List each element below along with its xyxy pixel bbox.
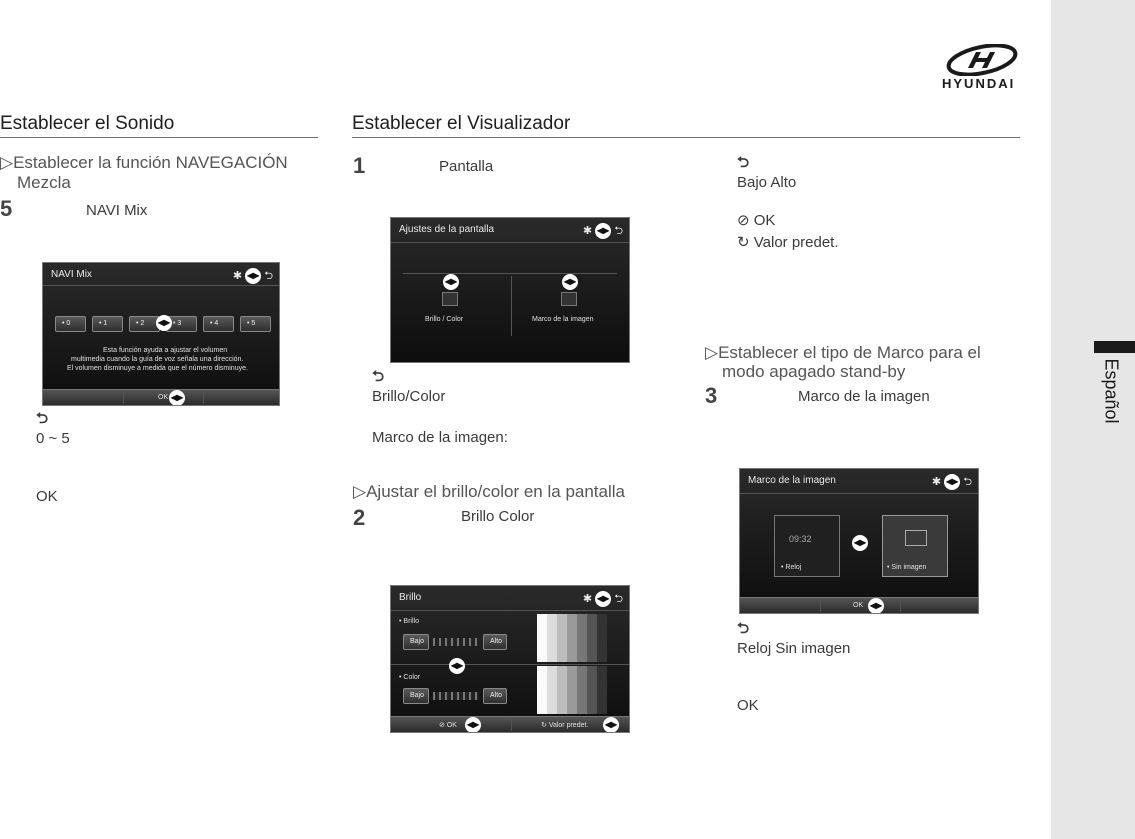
display-step2-label: Brillo Color (461, 508, 535, 525)
status-icons (932, 473, 972, 492)
gray-swatch (587, 666, 597, 714)
tab-marker (1094, 341, 1135, 353)
display-settings-title: Ajustes de la pantalla (399, 224, 495, 235)
back-icon: ⮌ (963, 476, 972, 488)
frame-ok-label: OK (737, 697, 759, 714)
ok-button[interactable]: OK (853, 602, 864, 609)
display-step3-label: Marco de la imagen (798, 388, 930, 405)
screen-divider (43, 285, 279, 286)
gray-swatch (557, 666, 567, 714)
bluetooth-icon: ✱ (931, 476, 942, 488)
back-icon: ⮌ (372, 368, 385, 385)
marco-label: Marco de la imagen: (372, 429, 508, 446)
display-step1-number: 1 (353, 153, 366, 178)
gray-swatch (547, 614, 557, 662)
status-icons (583, 222, 623, 241)
brand-wordmark: HYUNDAI (942, 76, 1016, 91)
knob-icon: ◀▶ (852, 535, 868, 551)
bluetooth-icon: ✱ (582, 225, 593, 237)
back-icon: ⮌ (737, 620, 750, 637)
back-icon: ⮌ (264, 270, 273, 282)
screen-message-2: multimedia cuando la guía de voz señala una dirección. (71, 356, 244, 363)
back-icon: ⮌ (36, 410, 49, 427)
bar-divider (511, 719, 512, 731)
gray-swatch (597, 614, 607, 662)
color-row-label: • Color (399, 674, 421, 681)
display-step1-label: Pantalla (439, 158, 494, 175)
knob-icon: ◀▶ (595, 223, 611, 239)
knob-icon: ◀▶ (595, 591, 611, 607)
status-icons (233, 267, 273, 286)
brightness-screen (390, 585, 630, 733)
back-icon: ⮌ (614, 593, 623, 605)
mix-option-5[interactable]: • 5 (240, 316, 271, 332)
screen-divider (391, 242, 629, 243)
brillo-row-label: • Brillo (399, 618, 419, 625)
sound-divider (0, 137, 318, 138)
knob-icon: ◀▶ (245, 268, 261, 284)
gray-swatch (547, 666, 557, 714)
sound-step-number: 5 (0, 196, 13, 221)
screen-divider (391, 610, 629, 611)
brightness-screen-title: Brillo (399, 592, 422, 603)
sound-subtitle-1: ▷Establecer la función NAVEGACIÓN (0, 153, 288, 172)
sound-subtitle-2: Mezcla (17, 173, 71, 192)
adjust-subtitle: ▷Ajustar el brillo/color en la pantalla (353, 482, 625, 501)
brightness-icon (442, 292, 458, 306)
screen-divider (511, 276, 512, 336)
display-settings-screen (390, 217, 630, 363)
no-image-option[interactable] (882, 515, 948, 577)
screen-message-1: Esta función ayuda a ajustar el volumen (103, 347, 228, 354)
mix-option-2[interactable]: • 2 (129, 316, 160, 332)
bar-divider (900, 600, 901, 612)
knob-icon: ◀▶ (465, 717, 481, 733)
knob-icon: ◀▶ (156, 315, 172, 331)
gray-swatch (577, 666, 587, 714)
frame-screen-title: Marco de la imagen (748, 475, 836, 486)
ok-button[interactable]: OK (158, 394, 169, 401)
navi-mix-screen-title: NAVI Mix (51, 269, 92, 280)
status-icons (583, 590, 623, 609)
brillo-high-button[interactable]: Alto (483, 634, 507, 650)
screen-divider (740, 493, 978, 494)
language-label: Español (1101, 358, 1122, 424)
gray-swatch (567, 614, 577, 662)
reset-button[interactable]: ↻ Valor predet. (541, 722, 589, 729)
screen-bottom-bar (43, 389, 279, 405)
language-label-container (1095, 358, 1125, 442)
knob-icon: ◀▶ (169, 390, 185, 406)
sound-range: 0 ~ 5 (36, 430, 70, 447)
display-step2-number: 2 (353, 505, 366, 530)
sound-ok-label: OK (36, 488, 58, 505)
ok-button[interactable]: ⊘ OK (439, 722, 457, 729)
color-high-button[interactable]: Alto (483, 688, 507, 704)
gray-swatch (537, 666, 547, 714)
screen-bottom-bar (391, 716, 629, 732)
brillo-color-label: Brillo/Color (372, 388, 446, 405)
display-divider (352, 137, 1020, 138)
hyundai-logo-icon (940, 44, 1024, 76)
frame-icon (561, 292, 577, 306)
ok-label: ⊘ OK (737, 212, 776, 229)
bar-divider (820, 600, 821, 612)
color-low-button[interactable]: Bajo (403, 688, 429, 704)
gray-swatch (557, 614, 567, 662)
knob-icon: ◀▶ (603, 717, 619, 733)
knob-icon: ◀▶ (944, 474, 960, 490)
knob-icon: ◀▶ (562, 274, 578, 290)
mix-option-4[interactable]: • 4 (203, 316, 234, 332)
side-tab (1051, 0, 1135, 839)
bluetooth-icon: ✱ (232, 270, 243, 282)
back-icon: ⮌ (614, 225, 623, 237)
frame-subtitle-1: ▷Establecer el tipo de Marco para el (705, 343, 981, 362)
clock-option[interactable] (774, 515, 840, 577)
brillo-slider[interactable] (433, 638, 479, 646)
display-section-title: Establecer el Visualizador (352, 113, 571, 134)
sound-step-label: NAVI Mix (86, 202, 148, 219)
bajo-alto-label: Bajo Alto (737, 174, 797, 191)
knob-icon: ◀▶ (449, 658, 465, 674)
image-icon (905, 530, 927, 546)
menu-item-marco[interactable]: Marco de la imagen (532, 316, 594, 323)
sound-section-title: Establecer el Sonido (0, 113, 175, 134)
gray-swatch (577, 614, 587, 662)
gray-swatch (537, 614, 547, 662)
menu-item-brillo-color[interactable]: Brillo / Color (425, 316, 464, 323)
clock-preview: 09:32 (789, 534, 812, 544)
no-image-label: • Sin imagen (887, 564, 927, 571)
reset-label: ↻ Valor predet. (737, 234, 839, 251)
mix-option-0[interactable]: • 0 (55, 316, 86, 332)
frame-subtitle-2: modo apagado stand-by (722, 362, 906, 381)
clock-label: • Reloj (781, 564, 802, 571)
back-icon: ⮌ (737, 154, 750, 171)
screen-divider (403, 273, 617, 274)
bar-divider (203, 392, 204, 404)
gray-swatch (597, 666, 607, 714)
bluetooth-icon: ✱ (582, 593, 593, 605)
frame-screen (739, 468, 979, 614)
screen-divider (391, 664, 629, 665)
bar-divider (123, 392, 124, 404)
color-slider[interactable] (433, 692, 479, 700)
knob-icon: ◀▶ (443, 274, 459, 290)
mix-option-1[interactable]: • 1 (92, 316, 123, 332)
reloj-sin-label: Reloj Sin imagen (737, 640, 851, 657)
gray-swatch (567, 666, 577, 714)
brillo-low-button[interactable]: Bajo (403, 634, 429, 650)
screen-message-3: El volumen disminuye a medida que el número disminuye. (67, 365, 248, 372)
screen-bottom-bar (740, 597, 978, 613)
mix-option-3[interactable]: • 3 (166, 316, 197, 332)
gray-swatch (587, 614, 597, 662)
navi-mix-screen (42, 262, 280, 406)
knob-icon: ◀▶ (868, 598, 884, 614)
display-step3-number: 3 (705, 383, 718, 408)
